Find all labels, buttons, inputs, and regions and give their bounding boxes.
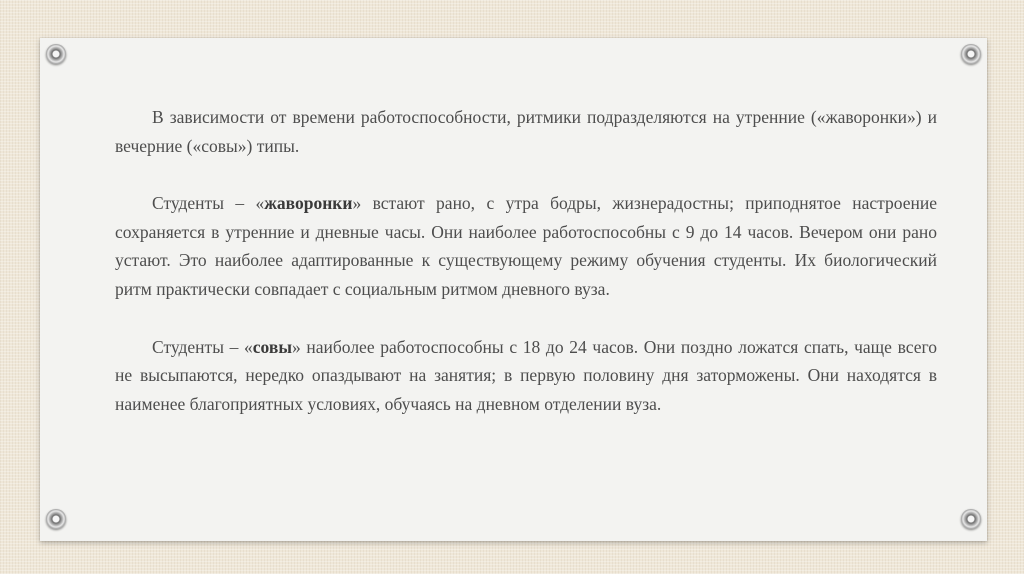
slide-text-body (115, 103, 937, 418)
larks-paragraph (115, 189, 937, 303)
owls-prefix: Студенты – « (152, 336, 253, 357)
larks-term: жаворонки (264, 193, 353, 214)
larks-text: » встают рано, с утра бодры, жизнерадостны; приподнятое настроение сохраняется в утренние и дневные часы. Они наиболее работоспособны с 9 до 14 часов. Вечером они рано устают. Это наиболее адаптированные к существующему режиму обучения студенты. Их биологический ритм практически совпадает с социальным ритмом дневного вуза. (115, 193, 937, 299)
pushpin-icon (46, 44, 66, 64)
intro-paragraph: В зависимости от времени работоспособности, ритмики подразделяются на утренние («жаворонки») и вечерние («совы») типы. (115, 107, 937, 156)
pushpin-icon (961, 509, 981, 529)
owls-term: совы (252, 336, 292, 357)
owls-text: » наиболее работоспособны с 18 до 24 часов. Они поздно ложатся спать, чаще всего не высыпаются, нередко опаздывают на занятия; в первую половину дня заторможены. Они находятся в наименее благоприятных условиях, обучаясь на дневном отделении вуза. (115, 336, 937, 414)
owls-paragraph (115, 333, 937, 419)
larks-prefix: Студенты – « (152, 193, 265, 214)
pushpin-icon (46, 509, 66, 529)
slide-card (40, 38, 987, 541)
pushpin-icon (961, 44, 981, 64)
